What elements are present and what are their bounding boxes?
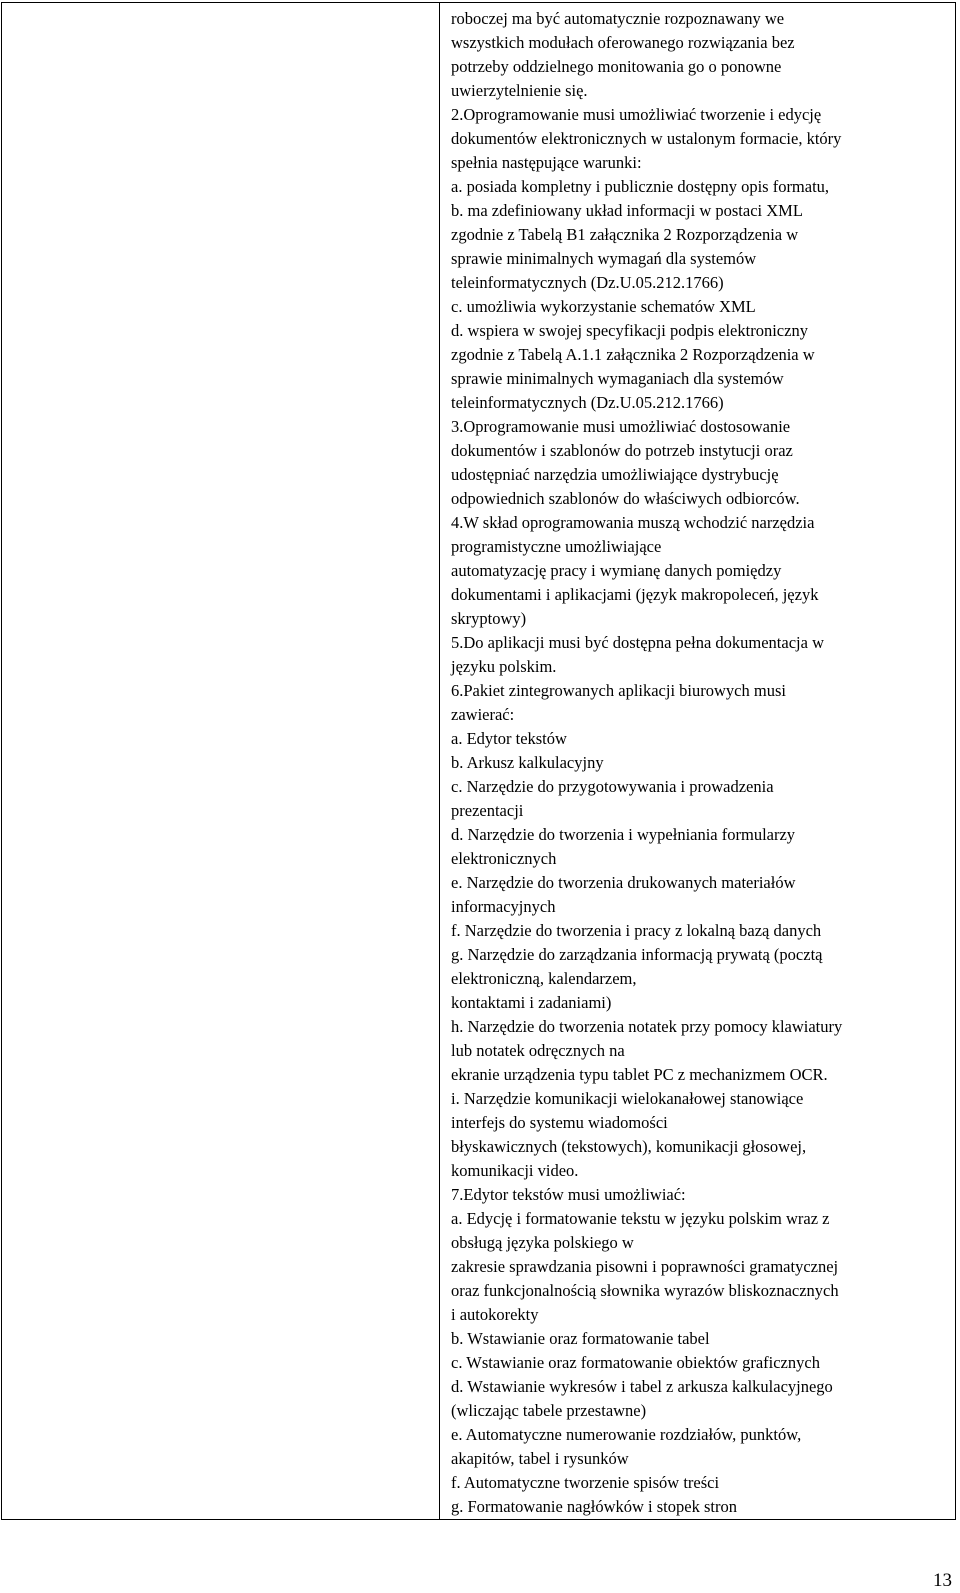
text-line: spełnia następujące warunki: <box>451 153 642 172</box>
text-line: komunikacji video. <box>451 1161 579 1180</box>
text-line: zakresie sprawdzania pisowni i poprawności gramatycznej <box>451 1257 839 1276</box>
text-line: c. Narzędzie do przygotowywania i prowadzenia <box>451 777 774 796</box>
text-line: 5.Do aplikacji musi być dostępna pełna dokumentacja w <box>451 633 824 652</box>
text-line: oraz funkcjonalnością słownika wyrazów bliskoznacznych <box>451 1281 839 1300</box>
text-line: interfejs do systemu wiadomości <box>451 1113 668 1132</box>
text-line: kontaktami i zadaniami) <box>451 993 612 1012</box>
text-line: automatyzację pracy i wymianę danych pomiędzy <box>451 561 782 580</box>
text-line: b. Arkusz kalkulacyjny <box>451 753 604 772</box>
text-line: odpowiednich szablonów do właściwych odbiorców. <box>451 489 800 508</box>
text-line: teleinformatycznych (Dz.U.05.212.1766) <box>451 273 724 292</box>
requirements-text <box>451 3 955 1519</box>
text-line: obsługą języka polskiego w <box>451 1233 634 1252</box>
text-line: lub notatek odręcznych na <box>451 1041 625 1060</box>
text-line: uwierzytelnienie się. <box>451 81 588 100</box>
document-table <box>1 2 956 1520</box>
page-number: 13 <box>933 1570 952 1591</box>
text-line: 4.W skład oprogramowania muszą wchodzić narzędzia <box>451 513 815 532</box>
text-line: (wliczając tabele przestawne) <box>451 1401 647 1420</box>
text-line: g. Formatowanie nagłówków i stopek stron <box>451 1497 737 1516</box>
text-line: programistyczne umożliwiające <box>451 537 662 556</box>
text-line: dokumentów elektronicznych w ustalonym formacie, który <box>451 129 842 148</box>
text-line: zawierać: <box>451 705 515 724</box>
text-line: 6.Pakiet zintegrowanych aplikacji biurowych musi <box>451 681 786 700</box>
text-line: a. Edycję i formatowanie tekstu w języku polskim wraz z <box>451 1209 830 1228</box>
text-line: udostępniać narzędzia umożliwiające dystrybucję <box>451 465 779 484</box>
text-line: skryptowy) <box>451 609 527 628</box>
text-line: błyskawicznych (tekstowych), komunikacji głosowej, <box>451 1137 807 1156</box>
text-line: potrzeby oddzielnego monitowania go o ponowne <box>451 57 782 76</box>
text-line: b. Wstawianie oraz formatowanie tabel <box>451 1329 710 1348</box>
text-line: teleinformatycznych (Dz.U.05.212.1766) <box>451 393 724 412</box>
text-line: dokumentów i szablonów do potrzeb instytucji oraz <box>451 441 793 460</box>
text-line: f. Automatyczne tworzenie spisów treści <box>451 1473 720 1492</box>
requirements-cell <box>440 3 956 1520</box>
text-line: b. ma zdefiniowany układ informacji w postaci XML <box>451 201 803 220</box>
text-line: ekranie urządzenia typu tablet PC z mechanizmem OCR. <box>451 1065 828 1084</box>
text-line: d. Wstawianie wykresów i tabel z arkusza kalkulacyjnego <box>451 1377 833 1396</box>
text-line: i autokorekty <box>451 1305 539 1324</box>
text-line: sprawie minimalnych wymagań dla systemów <box>451 249 757 268</box>
text-line: dokumentami i aplikacjami (język makropoleceń, język <box>451 585 819 604</box>
text-line: zgodnie z Tabelą B1 załącznika 2 Rozporządzenia w <box>451 225 799 244</box>
text-line: d. Narzędzie do tworzenia i wypełniania formularzy <box>451 825 796 844</box>
text-line: c. Wstawianie oraz formatowanie obiektów graficznych <box>451 1353 820 1372</box>
table-row <box>2 3 956 1520</box>
text-line: e. Narzędzie do tworzenia drukowanych materiałów <box>451 873 796 892</box>
text-line: a. posiada kompletny i publicznie dostępny opis formatu, <box>451 177 830 196</box>
text-line: zgodnie z Tabelą A.1.1 załącznika 2 Rozporządzenia w <box>451 345 815 364</box>
text-line: i. Narzędzie komunikacji wielokanałowej stanowiące <box>451 1089 804 1108</box>
text-line: d. wspiera w swojej specyfikacji podpis elektroniczny <box>451 321 808 340</box>
text-line: 7.Edytor tekstów musi umożliwiać: <box>451 1185 686 1204</box>
text-line: c. umożliwia wykorzystanie schematów XML <box>451 297 756 316</box>
text-line: elektronicznych <box>451 849 557 868</box>
text-line: f. Narzędzie do tworzenia i pracy z lokalną bazą danych <box>451 921 822 940</box>
text-line: a. Edytor tekstów <box>451 729 567 748</box>
text-line: e. Automatyczne numerowanie rozdziałów, punktów, <box>451 1425 802 1444</box>
text-line: wszystkich modułach oferowanego rozwiązania bez <box>451 33 795 52</box>
text-line: g. Narzędzie do zarządzania informacją prywatą (pocztą <box>451 945 823 964</box>
text-line: sprawie minimalnych wymaganiach dla systemów <box>451 369 784 388</box>
text-line: akapitów, tabel i rysunków <box>451 1449 629 1468</box>
text-line: roboczej ma być automatycznie rozpoznawany we <box>451 9 785 28</box>
text-line: 2.Oprogramowanie musi umożliwiać tworzenie i edycję <box>451 105 822 124</box>
text-line: prezentacji <box>451 801 524 820</box>
text-line: h. Narzędzie do tworzenia notatek przy pomocy klawiatury <box>451 1017 843 1036</box>
text-line: informacyjnych <box>451 897 556 916</box>
text-line: 3.Oprogramowanie musi umożliwiać dostosowanie <box>451 417 791 436</box>
text-line: języku polskim. <box>451 657 557 676</box>
empty-left-cell <box>2 3 440 1520</box>
text-line: elektroniczną, kalendarzem, <box>451 969 637 988</box>
